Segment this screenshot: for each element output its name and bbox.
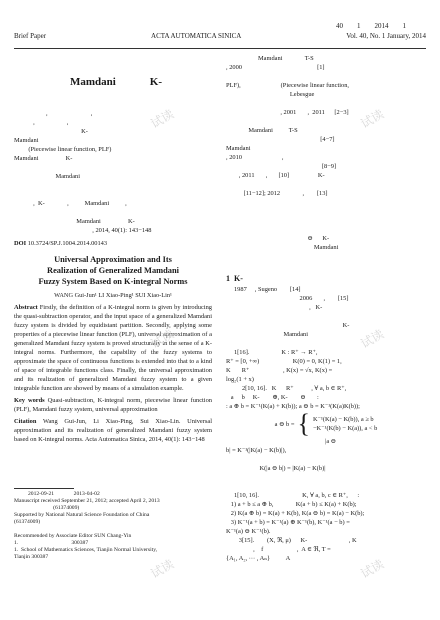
watermark: 试读 — [148, 556, 177, 581]
text-line: (Piecewise linear function, PLF) — [14, 146, 112, 153]
text-line — [14, 100, 212, 109]
text-line: 2) K(a ⊕ b) = K(a) + K(b), K(a ⊖ b) = K(a) − K(b); — [226, 510, 365, 517]
text-line: 1[10, 16]. K, ∀ a, b, c ∈ R⁺, : — [226, 492, 360, 499]
text-line: 2006 , [15] — [226, 295, 349, 302]
text-line: Mamdani — [226, 331, 309, 338]
text-line — [14, 91, 212, 100]
text-line: , , — [14, 119, 69, 126]
text-line — [226, 261, 426, 270]
text-line — [226, 99, 426, 108]
journal-header — [14, 22, 426, 40]
text-line: , 2000 [1] — [226, 64, 325, 71]
text-line — [14, 190, 212, 199]
text-line: , 2011 , [10] K- — [226, 172, 325, 179]
text-line: Tianjin 300387 — [14, 554, 49, 560]
watermark: 试读 — [358, 106, 387, 131]
text-line: K⁻¹(a) ⊖ K⁻¹(b). — [226, 528, 271, 535]
text-line: 1[16]. K : R⁺ → R⁺, — [226, 349, 318, 356]
text-line — [226, 252, 426, 261]
text-line: ⊖ K- — [226, 235, 330, 242]
text-line: 1) a + b ≤ a ⊕ b, K(a + b) ≤ K(a) + K(b); — [226, 501, 357, 508]
text-line: a b K- ⊕, K- ⊖ : — [226, 394, 319, 401]
text-line: 2[10, 16]. K R⁺ , ∀ a, b ∈ R⁺, — [226, 385, 347, 392]
text-line — [226, 482, 426, 491]
text-line: , K- , Mamdani , — [14, 200, 127, 207]
keywords: Key words Quasi-subtraction, K-integral norm, piecewise linear function (PLF), Mamdani fuzzy system, universal approximation — [14, 397, 212, 413]
text-line: |a ⊖ — [226, 438, 337, 445]
text-line: Mamdani K- — [14, 155, 73, 162]
text-line — [226, 198, 426, 207]
text-line — [226, 180, 426, 189]
text-line: 1. School of Mathematics Sciences, Tianjin Normal University, — [14, 547, 158, 553]
right-column — [226, 54, 426, 563]
text-line — [226, 207, 426, 216]
text-line: Mamdani — [226, 244, 339, 251]
text-line: Mamdani — [14, 173, 81, 180]
text-line: Mamdani — [14, 137, 39, 144]
text-line: , , — [14, 110, 93, 117]
text-line: (61374009) — [14, 519, 41, 525]
text-line: R⁺ = [0, +∞) K(0) = 0, K(1) = 1, — [226, 358, 342, 365]
section-text — [226, 285, 426, 411]
text-line: K(|a ⊖ b|) = |K(a) − K(b)| — [226, 465, 326, 472]
text-line: Mamdani T-S — [226, 55, 314, 62]
text-line — [14, 208, 212, 217]
text-line: : a ⊕ b = K⁻¹(K(a) + K(b)); a ⊖ b = K⁻¹(K(a)K(b)); — [226, 403, 360, 410]
piecewise-equation: a ⊖ b = { K⁻¹(K(a) − K(b)), a ≥ b −K⁻¹(K(b) − K(a)), a < b — [274, 409, 378, 438]
properties-text — [226, 437, 426, 563]
text-line: PLF), (Piecewise linear function, — [226, 82, 349, 89]
text-line — [226, 72, 426, 81]
text-line — [226, 117, 426, 126]
english-title: Universal Approximation and Its Realization of Generalized Mamdani Fuzzy System Based on K-integral Norms — [38, 255, 188, 286]
authors: WANG Gui-Jun¹ LI Xiao-Ping¹ SUI Xiao-Lin¹ — [54, 292, 172, 299]
left-column — [14, 54, 212, 444]
text-line: K- — [226, 322, 350, 329]
text-line — [226, 473, 426, 482]
watermark: 试读 — [148, 106, 177, 131]
journal-name: ACTA AUTOMATICA SINICA — [151, 32, 242, 40]
text-line: , f , A ∈ ℜ, T = — [226, 546, 331, 553]
header-rule — [14, 48, 426, 49]
text-line — [226, 225, 426, 234]
section-heading: 1 K- — [226, 274, 243, 283]
text-line: 3) K⁻¹(a + b) = K⁻¹(a) ⊕ K⁻¹(b), K⁻¹(a − b) = — [226, 519, 350, 526]
watermark: 试读 — [358, 326, 387, 351]
chinese-title: Mamdani K- — [70, 76, 162, 88]
text-line — [14, 526, 212, 533]
text-line: Supported by National Natural Science Foundation of China — [14, 512, 150, 518]
volume-issue-cn: 40 1 2014 1 — [336, 22, 406, 30]
text-line: Lebesgue — [226, 91, 315, 98]
text-line: [4−7] — [226, 136, 335, 143]
doi-line: DOI 10.3724/SP.J.1004.2014.00143 — [14, 240, 108, 247]
text-line: [11−12]; 2012 , [13] — [226, 190, 328, 197]
text-line — [14, 163, 212, 172]
text-line: Manuscript received September 21, 2012; accepted April 2, 2013 — [14, 498, 160, 504]
chinese-abstract — [14, 91, 212, 235]
text-line: Recommended by Associate Editor SUN Chang-Yin — [14, 533, 132, 539]
citation: Citation Wang Gui-Jun, Li Xiao-Ping, Sui Xiao-Lin. Universal approximation and its realization of generalized Mamdani fuzzy system based on K-integral norms. Acta Automatica Sinica, 2014, 40(1): 143−148 — [14, 418, 212, 443]
text-line: Mamdani T-S — [226, 127, 298, 134]
text-line: , 2010 , — [226, 154, 284, 161]
text-line — [226, 216, 426, 225]
text-line: K R⁺ , K(x) = √x, K(x) = — [226, 367, 333, 374]
volume-info: Vol. 40, No. 1 January, 2014 — [346, 32, 426, 40]
footnote-rule — [14, 488, 74, 489]
text-line: 3[15]. (X, ℜ, μ) K- , K — [226, 537, 357, 544]
watermark: 试读 — [358, 556, 387, 581]
text-line: 2012-09-21 2013-04-02 — [14, 491, 100, 497]
text-line — [14, 181, 212, 190]
text-line: , 2014, 40(1): 143−148 — [14, 227, 152, 234]
text-line: Mamdani — [226, 145, 251, 152]
introduction-text — [226, 54, 426, 270]
watermark: 试读 — [148, 326, 177, 351]
text-line — [226, 312, 426, 321]
text-line: K- — [14, 128, 88, 135]
text-line: [8−9] — [226, 163, 337, 170]
text-line — [226, 455, 426, 464]
text-line: (61374009) — [14, 505, 80, 511]
text-line: 1. 300387 — [14, 540, 89, 546]
paper-type: Brief Paper — [14, 32, 47, 40]
text-line — [226, 339, 426, 348]
text-line: Mamdani K- — [14, 218, 135, 225]
text-line: 1987 , Sugeno [14] — [226, 286, 301, 293]
text-line: log₂(1 + x) — [226, 376, 254, 383]
text-line: , 2001 , 2011 [2−3] — [226, 109, 349, 116]
english-abstract: Abstract Firstly, the definition of a K-integral norm is given by introducing the quasi-subtraction operator, and the input space of a generalized Mamdani fuzzy system is divided by equidistant partition. Secondly, applying some properties of a piecewise linear function (PLF), universal approximation of a generalized Mamdani fuzzy system is proved structurally in the sense of a K-integral norms. Furthermore, the capability of the fuzzy systems to approximate the space of continuous functions is extended into that to a kind of space of integrable functions class. Finally, the universal approximation and its realization of generalized Mamdani fuzzy system to a given integrable function are showed by means of a simulation example. — [14, 304, 212, 392]
footnotes — [14, 488, 212, 561]
text-line: {A₁, A₂, ··· , Aₙ} A — [226, 555, 291, 562]
text-line: , K- — [226, 304, 323, 311]
text-line: b| = K⁻¹(|K(a) − K(b)|), — [226, 447, 287, 454]
